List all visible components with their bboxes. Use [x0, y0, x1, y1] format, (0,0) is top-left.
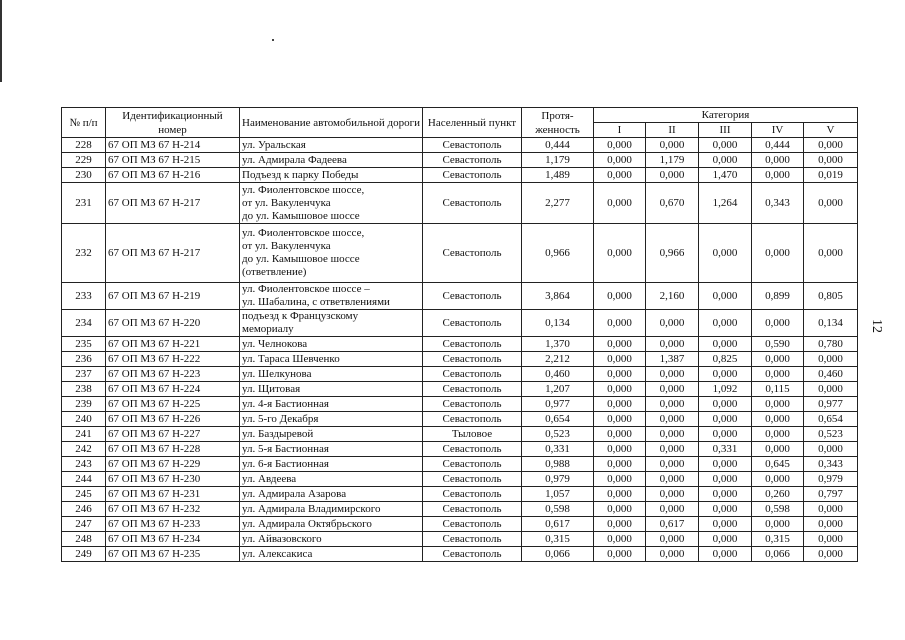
cell-road-name: ул. Баздыревой: [240, 427, 423, 442]
cell-cat-1: 0,000: [594, 382, 646, 397]
cell-road-name: ул. Уральская: [240, 138, 423, 153]
table-row: [62, 183, 858, 224]
cell-cat-1: 0,000: [594, 442, 646, 457]
table-row: [62, 472, 858, 487]
cell-road-name: ул. Адмирала Азарова: [240, 487, 423, 502]
cell-length: 3,864: [522, 283, 594, 310]
table-row: [62, 337, 858, 352]
cell-cat-4: 0,645: [752, 457, 804, 472]
cell-id: 67 ОП МЗ 67 Н-226: [106, 412, 240, 427]
cell-road-name: ул. Адмирала Октябрьского: [240, 517, 423, 532]
header-length: Протя- женность: [522, 108, 594, 138]
cell-cat-1: 0,000: [594, 487, 646, 502]
cell-id: 67 ОП МЗ 67 Н-217: [106, 224, 240, 283]
cell-length: 2,212: [522, 352, 594, 367]
cell-cat-5: 0,977: [804, 397, 858, 412]
cell-cat-1: 0,000: [594, 310, 646, 337]
cell-road-name: ул. Челнокова: [240, 337, 423, 352]
cell-length: 0,315: [522, 532, 594, 547]
cell-cat-2: 0,000: [646, 547, 699, 562]
cell-cat-4: 0,000: [752, 352, 804, 367]
cell-cat-5: 0,000: [804, 183, 858, 224]
cell-road-name: ул. Айвазовского: [240, 532, 423, 547]
cell-length: 0,598: [522, 502, 594, 517]
cell-locality: Севастополь: [423, 532, 522, 547]
scan-dot: [272, 39, 274, 41]
cell-cat-5: 0,343: [804, 457, 858, 472]
cell-cat-2: 0,000: [646, 412, 699, 427]
cell-locality: Севастополь: [423, 442, 522, 457]
cell-length: 0,654: [522, 412, 594, 427]
cell-cat-5: 0,000: [804, 547, 858, 562]
cell-cat-5: 0,460: [804, 367, 858, 382]
cell-cat-2: 0,000: [646, 337, 699, 352]
cell-locality: Севастополь: [423, 472, 522, 487]
cell-length: 1,179: [522, 153, 594, 168]
cell-cat-5: 0,019: [804, 168, 858, 183]
cell-id: 67 ОП МЗ 67 Н-227: [106, 427, 240, 442]
cell-locality: Севастополь: [423, 310, 522, 337]
cell-cat-3: 0,000: [699, 547, 752, 562]
cell-cat-3: 0,000: [699, 310, 752, 337]
cell-cat-5: 0,000: [804, 224, 858, 283]
cell-cat-3: 1,264: [699, 183, 752, 224]
cell-cat-5: 0,000: [804, 138, 858, 153]
cell-cat-2: 0,617: [646, 517, 699, 532]
cell-road-name: Подъезд к парку Победы: [240, 168, 423, 183]
cell-cat-2: 0,000: [646, 397, 699, 412]
cell-cat-1: 0,000: [594, 532, 646, 547]
cell-cat-4: 0,000: [752, 517, 804, 532]
table-row: [62, 397, 858, 412]
cell-cat-2: 0,670: [646, 183, 699, 224]
cell-length: 0,977: [522, 397, 594, 412]
cell-length: 0,979: [522, 472, 594, 487]
cell-length: 0,966: [522, 224, 594, 283]
cell-cat-3: 1,470: [699, 168, 752, 183]
cell-cat-3: 1,092: [699, 382, 752, 397]
cell-cat-4: 0,590: [752, 337, 804, 352]
table-row: [62, 547, 858, 562]
cell-locality: Севастополь: [423, 183, 522, 224]
cell-cat-3: 0,000: [699, 427, 752, 442]
table-row: [62, 517, 858, 532]
cell-cat-1: 0,000: [594, 283, 646, 310]
table-row: [62, 352, 858, 367]
cell-cat-5: 0,000: [804, 352, 858, 367]
cell-cat-3: 0,000: [699, 367, 752, 382]
cell-num: 231: [62, 183, 106, 224]
cell-cat-4: 0,899: [752, 283, 804, 310]
cell-road-name: ул. Щитовая: [240, 382, 423, 397]
cell-cat-5: 0,780: [804, 337, 858, 352]
cell-locality: Севастополь: [423, 138, 522, 153]
cell-id: 67 ОП МЗ 67 Н-215: [106, 153, 240, 168]
cell-cat-1: 0,000: [594, 183, 646, 224]
cell-id: 67 ОП МЗ 67 Н-221: [106, 337, 240, 352]
cell-cat-3: 0,825: [699, 352, 752, 367]
cell-locality: Севастополь: [423, 283, 522, 310]
cell-cat-2: 0,000: [646, 310, 699, 337]
table-row: [62, 502, 858, 517]
cell-cat-5: 0,134: [804, 310, 858, 337]
cell-cat-4: 0,000: [752, 472, 804, 487]
cell-road-name: ул. 5-я Бастионная: [240, 442, 423, 457]
cell-cat-4: 0,000: [752, 397, 804, 412]
header-name: Наименование автомобильной дороги: [240, 108, 423, 138]
cell-length: 0,460: [522, 367, 594, 382]
cell-cat-2: 0,966: [646, 224, 699, 283]
cell-num: 236: [62, 352, 106, 367]
cell-cat-4: 0,343: [752, 183, 804, 224]
roads-table-container: [61, 107, 858, 562]
cell-locality: Севастополь: [423, 382, 522, 397]
cell-length: 0,988: [522, 457, 594, 472]
cell-cat-4: 0,066: [752, 547, 804, 562]
cell-cat-2: 0,000: [646, 487, 699, 502]
cell-num: 244: [62, 472, 106, 487]
cell-road-name: ул. Алексакиса: [240, 547, 423, 562]
cell-num: 248: [62, 532, 106, 547]
cell-locality: Тыловое: [423, 427, 522, 442]
cell-cat-3: 0,331: [699, 442, 752, 457]
cell-id: 67 ОП МЗ 67 Н-234: [106, 532, 240, 547]
cell-num: 234: [62, 310, 106, 337]
cell-cat-1: 0,000: [594, 427, 646, 442]
header-locality: Населенный пункт: [423, 108, 522, 138]
cell-cat-1: 0,000: [594, 224, 646, 283]
cell-length: 0,331: [522, 442, 594, 457]
table-header: [62, 108, 858, 138]
cell-num: 243: [62, 457, 106, 472]
cell-cat-4: 0,000: [752, 442, 804, 457]
cell-cat-2: 0,000: [646, 502, 699, 517]
cell-id: 67 ОП МЗ 67 Н-222: [106, 352, 240, 367]
table-row: [62, 427, 858, 442]
table-row: [62, 224, 858, 283]
table-row: [62, 487, 858, 502]
cell-cat-2: 0,000: [646, 457, 699, 472]
cell-cat-4: 0,598: [752, 502, 804, 517]
cell-num: 240: [62, 412, 106, 427]
cell-cat-4: 0,000: [752, 310, 804, 337]
cell-id: 67 ОП МЗ 67 Н-224: [106, 382, 240, 397]
cell-cat-1: 0,000: [594, 153, 646, 168]
cell-id: 67 ОП МЗ 67 Н-235: [106, 547, 240, 562]
cell-num: 246: [62, 502, 106, 517]
cell-cat-1: 0,000: [594, 367, 646, 382]
table-row: [62, 457, 858, 472]
cell-id: 67 ОП МЗ 67 Н-223: [106, 367, 240, 382]
cell-num: 242: [62, 442, 106, 457]
cell-cat-1: 0,000: [594, 168, 646, 183]
cell-road-name: ул. Фиолентовское шоссе – ул. Шабалина, с ответвлениями: [240, 283, 423, 310]
header-num: № п/п: [62, 108, 106, 138]
cell-locality: Севастополь: [423, 412, 522, 427]
cell-locality: Севастополь: [423, 502, 522, 517]
cell-cat-3: 0,000: [699, 138, 752, 153]
cell-num: 245: [62, 487, 106, 502]
cell-cat-1: 0,000: [594, 502, 646, 517]
table-row: [62, 310, 858, 337]
cell-length: 0,617: [522, 517, 594, 532]
cell-num: 238: [62, 382, 106, 397]
cell-length: 1,489: [522, 168, 594, 183]
cell-road-name: подъезд к Французскому мемориалу: [240, 310, 423, 337]
cell-cat-4: 0,000: [752, 224, 804, 283]
cell-num: 230: [62, 168, 106, 183]
cell-locality: Севастополь: [423, 153, 522, 168]
cell-road-name: ул. Адмирала Фадеева: [240, 153, 423, 168]
cell-cat-1: 0,000: [594, 517, 646, 532]
cell-cat-4: 0,000: [752, 153, 804, 168]
cell-locality: Севастополь: [423, 547, 522, 562]
cell-num: 228: [62, 138, 106, 153]
cell-length: 0,066: [522, 547, 594, 562]
cell-cat-5: 0,000: [804, 532, 858, 547]
table-row: [62, 168, 858, 183]
cell-road-name: ул. Шелкунова: [240, 367, 423, 382]
cell-num: 241: [62, 427, 106, 442]
cell-cat-3: 0,000: [699, 517, 752, 532]
cell-road-name: ул. Фиолентовское шоссе, от ул. Вакуленчука до ул. Камышовое шоссе (ответвление): [240, 224, 423, 283]
cell-cat-1: 0,000: [594, 457, 646, 472]
table-body: [62, 138, 858, 562]
cell-cat-5: 0,000: [804, 502, 858, 517]
cell-cat-1: 0,000: [594, 352, 646, 367]
table-row: [62, 382, 858, 397]
cell-cat-1: 0,000: [594, 547, 646, 562]
cell-cat-2: 2,160: [646, 283, 699, 310]
cell-cat-3: 0,000: [699, 337, 752, 352]
cell-road-name: ул. 6-я Бастионная: [240, 457, 423, 472]
page-number: 12: [869, 319, 884, 333]
cell-cat-5: 0,523: [804, 427, 858, 442]
cell-cat-3: 0,000: [699, 532, 752, 547]
cell-id: 67 ОП МЗ 67 Н-231: [106, 487, 240, 502]
header-cat-1: I: [594, 123, 646, 138]
cell-num: 232: [62, 224, 106, 283]
cell-num: 233: [62, 283, 106, 310]
cell-length: 0,134: [522, 310, 594, 337]
cell-cat-2: 1,387: [646, 352, 699, 367]
scan-edge-line: [0, 0, 2, 82]
cell-cat-4: 0,000: [752, 168, 804, 183]
cell-cat-4: 0,315: [752, 532, 804, 547]
cell-locality: Севастополь: [423, 367, 522, 382]
cell-cat-2: 0,000: [646, 367, 699, 382]
cell-cat-3: 0,000: [699, 412, 752, 427]
cell-cat-3: 0,000: [699, 224, 752, 283]
table-row: [62, 153, 858, 168]
cell-id: 67 ОП МЗ 67 Н-220: [106, 310, 240, 337]
cell-cat-5: 0,000: [804, 382, 858, 397]
cell-cat-5: 0,000: [804, 153, 858, 168]
cell-num: 237: [62, 367, 106, 382]
cell-id: 67 ОП МЗ 67 Н-229: [106, 457, 240, 472]
cell-cat-2: 0,000: [646, 442, 699, 457]
cell-cat-3: 0,000: [699, 153, 752, 168]
cell-locality: Севастополь: [423, 352, 522, 367]
cell-locality: Севастополь: [423, 397, 522, 412]
cell-id: 67 ОП МЗ 67 Н-228: [106, 442, 240, 457]
cell-num: 239: [62, 397, 106, 412]
cell-id: 67 ОП МЗ 67 Н-225: [106, 397, 240, 412]
table-row: [62, 442, 858, 457]
table-row: [62, 412, 858, 427]
cell-cat-5: 0,979: [804, 472, 858, 487]
header-cat-2: II: [646, 123, 699, 138]
cell-locality: Севастополь: [423, 517, 522, 532]
cell-id: 67 ОП МЗ 67 Н-216: [106, 168, 240, 183]
cell-num: 247: [62, 517, 106, 532]
cell-road-name: ул. 4-я Бастионная: [240, 397, 423, 412]
cell-road-name: ул. Адмирала Владимирского: [240, 502, 423, 517]
cell-cat-4: 0,000: [752, 427, 804, 442]
cell-cat-2: 0,000: [646, 532, 699, 547]
cell-cat-2: 1,179: [646, 153, 699, 168]
cell-cat-2: 0,000: [646, 168, 699, 183]
cell-cat-4: 0,444: [752, 138, 804, 153]
cell-locality: Севастополь: [423, 487, 522, 502]
cell-cat-1: 0,000: [594, 337, 646, 352]
cell-cat-5: 0,797: [804, 487, 858, 502]
cell-num: 229: [62, 153, 106, 168]
cell-id: 67 ОП МЗ 67 Н-233: [106, 517, 240, 532]
cell-num: 249: [62, 547, 106, 562]
cell-cat-2: 0,000: [646, 427, 699, 442]
cell-cat-5: 0,805: [804, 283, 858, 310]
header-cat-3: III: [699, 123, 752, 138]
cell-cat-1: 0,000: [594, 138, 646, 153]
cell-cat-1: 0,000: [594, 472, 646, 487]
cell-locality: Севастополь: [423, 224, 522, 283]
cell-locality: Севастополь: [423, 337, 522, 352]
cell-cat-2: 0,000: [646, 382, 699, 397]
table-row: [62, 138, 858, 153]
cell-length: 1,370: [522, 337, 594, 352]
cell-cat-4: 0,115: [752, 382, 804, 397]
cell-id: 67 ОП МЗ 67 Н-219: [106, 283, 240, 310]
cell-cat-3: 0,000: [699, 472, 752, 487]
cell-cat-3: 0,000: [699, 283, 752, 310]
cell-length: 1,057: [522, 487, 594, 502]
roads-table: [61, 107, 858, 562]
cell-id: 67 ОП МЗ 67 Н-230: [106, 472, 240, 487]
cell-locality: Севастополь: [423, 457, 522, 472]
cell-num: 235: [62, 337, 106, 352]
cell-cat-1: 0,000: [594, 412, 646, 427]
cell-cat-4: 0,000: [752, 412, 804, 427]
cell-cat-3: 0,000: [699, 457, 752, 472]
cell-id: 67 ОП МЗ 67 Н-232: [106, 502, 240, 517]
cell-id: 67 ОП МЗ 67 Н-214: [106, 138, 240, 153]
cell-cat-1: 0,000: [594, 397, 646, 412]
cell-cat-2: 0,000: [646, 472, 699, 487]
header-cat-5: V: [804, 123, 858, 138]
cell-road-name: ул. 5-го Декабря: [240, 412, 423, 427]
cell-cat-2: 0,000: [646, 138, 699, 153]
cell-length: 0,444: [522, 138, 594, 153]
cell-length: 1,207: [522, 382, 594, 397]
cell-locality: Севастополь: [423, 168, 522, 183]
cell-road-name: ул. Тараса Шевченко: [240, 352, 423, 367]
cell-cat-5: 0,000: [804, 442, 858, 457]
cell-road-name: ул. Фиолентовское шоссе, от ул. Вакуленчука до ул. Камышовое шоссе: [240, 183, 423, 224]
header-category: Категория: [594, 108, 858, 123]
table-row: [62, 367, 858, 382]
cell-cat-3: 0,000: [699, 397, 752, 412]
cell-cat-3: 0,000: [699, 502, 752, 517]
cell-id: 67 ОП МЗ 67 Н-217: [106, 183, 240, 224]
cell-cat-3: 0,000: [699, 487, 752, 502]
cell-cat-5: 0,000: [804, 517, 858, 532]
cell-road-name: ул. Авдеева: [240, 472, 423, 487]
cell-cat-5: 0,654: [804, 412, 858, 427]
header-id: Идентификационный номер: [106, 108, 240, 138]
cell-length: 0,523: [522, 427, 594, 442]
cell-cat-4: 0,260: [752, 487, 804, 502]
table-row: [62, 283, 858, 310]
cell-length: 2,277: [522, 183, 594, 224]
cell-cat-4: 0,000: [752, 367, 804, 382]
header-cat-4: IV: [752, 123, 804, 138]
table-row: [62, 532, 858, 547]
